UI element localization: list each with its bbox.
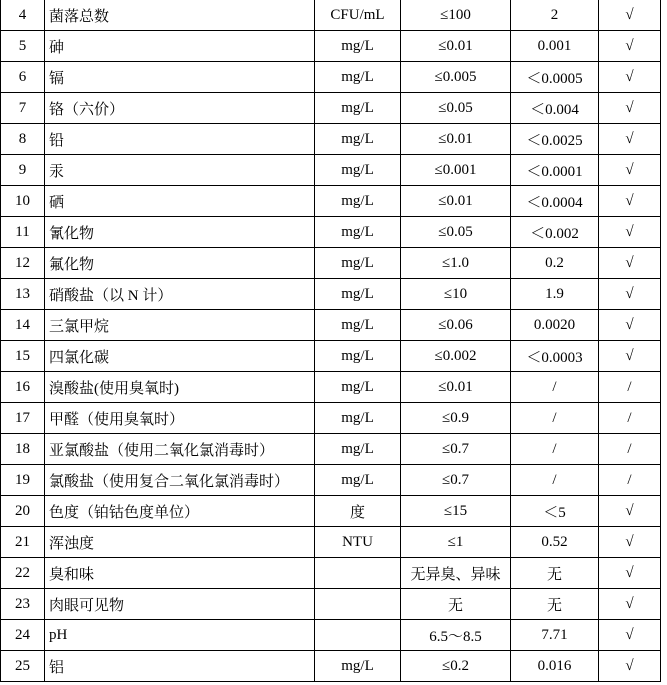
item-number-cell: 11 (1, 217, 45, 248)
limit-value-cell: ≤0.01 (401, 372, 511, 403)
table-row (1, 465, 661, 496)
judgement-cell: √ (599, 279, 661, 310)
test-result-cell: 0.001 (511, 31, 599, 62)
item-name-cell: 氟化物 (45, 248, 315, 279)
judgement-cell: √ (599, 124, 661, 155)
judgement-cell: √ (599, 558, 661, 589)
item-number-cell: 16 (1, 372, 45, 403)
item-name-cell: 浑浊度 (45, 527, 315, 558)
limit-value-cell: ≤0.7 (401, 465, 511, 496)
item-number-cell: 13 (1, 279, 45, 310)
item-number-cell: 9 (1, 155, 45, 186)
item-name-cell: 砷 (45, 31, 315, 62)
item-number-cell: 18 (1, 434, 45, 465)
limit-value-cell: ≤0.01 (401, 124, 511, 155)
test-result-cell: ＜0.0004 (511, 186, 599, 217)
item-name-cell: 铝 (45, 651, 315, 682)
table-row (1, 620, 661, 651)
limit-value-cell: ≤0.05 (401, 93, 511, 124)
judgement-cell: √ (599, 527, 661, 558)
unit-cell: CFU/mL (315, 0, 401, 31)
table-row (1, 403, 661, 434)
table-row (1, 0, 661, 31)
item-name-cell: 亚氯酸盐（使用二氧化氯消毒时） (45, 434, 315, 465)
unit-cell (315, 620, 401, 651)
judgement-cell: √ (599, 217, 661, 248)
item-number-cell: 17 (1, 403, 45, 434)
table-row (1, 341, 661, 372)
table-row (1, 496, 661, 527)
item-number-cell: 23 (1, 589, 45, 620)
item-name-cell: 甲醛（使用臭氧时） (45, 403, 315, 434)
limit-value-cell: ≤0.01 (401, 186, 511, 217)
limit-value-cell: ≤1.0 (401, 248, 511, 279)
judgement-cell: √ (599, 248, 661, 279)
judgement-cell: √ (599, 155, 661, 186)
limit-value-cell: ≤15 (401, 496, 511, 527)
test-result-cell: ＜0.002 (511, 217, 599, 248)
item-number-cell: 21 (1, 527, 45, 558)
test-result-cell: 无 (511, 589, 599, 620)
test-result-cell: ＜0.004 (511, 93, 599, 124)
test-result-cell: ＜0.0003 (511, 341, 599, 372)
judgement-cell: √ (599, 0, 661, 31)
table-row (1, 124, 661, 155)
test-result-cell: 0.52 (511, 527, 599, 558)
unit-cell (315, 558, 401, 589)
item-name-cell: 臭和味 (45, 558, 315, 589)
test-result-cell: 无 (511, 558, 599, 589)
unit-cell: mg/L (315, 155, 401, 186)
unit-cell: mg/L (315, 465, 401, 496)
limit-value-cell: 6.5～8.5 (401, 620, 511, 651)
test-result-cell: ＜0.0025 (511, 124, 599, 155)
unit-cell: mg/L (315, 403, 401, 434)
item-name-cell: 镉 (45, 62, 315, 93)
item-number-cell: 7 (1, 93, 45, 124)
limit-value-cell: ≤0.7 (401, 434, 511, 465)
table-row (1, 31, 661, 62)
item-number-cell: 5 (1, 31, 45, 62)
item-number-cell: 4 (1, 0, 45, 31)
unit-cell: mg/L (315, 248, 401, 279)
unit-cell: mg/L (315, 93, 401, 124)
test-result-cell: 0.016 (511, 651, 599, 682)
judgement-cell: √ (599, 651, 661, 682)
item-name-cell: 汞 (45, 155, 315, 186)
unit-cell (315, 589, 401, 620)
unit-cell: mg/L (315, 279, 401, 310)
item-name-cell: 硒 (45, 186, 315, 217)
limit-value-cell: ≤0.001 (401, 155, 511, 186)
judgement-cell: / (599, 434, 661, 465)
judgement-cell: / (599, 403, 661, 434)
test-result-cell: ＜0.0001 (511, 155, 599, 186)
table-row (1, 93, 661, 124)
limit-value-cell: ≤10 (401, 279, 511, 310)
item-name-cell: 铅 (45, 124, 315, 155)
item-number-cell: 25 (1, 651, 45, 682)
limit-value-cell: ≤0.9 (401, 403, 511, 434)
unit-cell: 度 (315, 496, 401, 527)
test-result-cell: 0.0020 (511, 310, 599, 341)
limit-value-cell: ≤0.002 (401, 341, 511, 372)
item-name-cell: 三氯甲烷 (45, 310, 315, 341)
limit-value-cell: ≤0.05 (401, 217, 511, 248)
test-result-cell: 1.9 (511, 279, 599, 310)
item-number-cell: 6 (1, 62, 45, 93)
table-row (1, 372, 661, 403)
item-number-cell: 10 (1, 186, 45, 217)
table-row (1, 651, 661, 682)
item-name-cell: 氯酸盐（使用复合二氧化氯消毒时） (45, 465, 315, 496)
item-name-cell: 菌落总数 (45, 0, 315, 31)
unit-cell: mg/L (315, 217, 401, 248)
limit-value-cell: ≤0.005 (401, 62, 511, 93)
item-number-cell: 19 (1, 465, 45, 496)
item-name-cell: 肉眼可见物 (45, 589, 315, 620)
table-row (1, 310, 661, 341)
item-number-cell: 15 (1, 341, 45, 372)
test-result-cell: / (511, 372, 599, 403)
test-result-cell: / (511, 434, 599, 465)
item-name-cell: 硝酸盐（以 N 计） (45, 279, 315, 310)
unit-cell: mg/L (315, 310, 401, 341)
table-row (1, 434, 661, 465)
unit-cell: mg/L (315, 62, 401, 93)
judgement-cell: √ (599, 310, 661, 341)
limit-value-cell: 无 (401, 589, 511, 620)
limit-value-cell: ≤0.2 (401, 651, 511, 682)
item-number-cell: 22 (1, 558, 45, 589)
test-result-cell: 0.2 (511, 248, 599, 279)
item-name-cell: 氰化物 (45, 217, 315, 248)
item-number-cell: 14 (1, 310, 45, 341)
judgement-cell: √ (599, 341, 661, 372)
table-row (1, 248, 661, 279)
item-name-cell: 溴酸盐(使用臭氧时) (45, 372, 315, 403)
test-result-cell: 7.71 (511, 620, 599, 651)
test-result-cell: ＜5 (511, 496, 599, 527)
unit-cell: mg/L (315, 124, 401, 155)
judgement-cell: / (599, 465, 661, 496)
limit-value-cell: ≤0.06 (401, 310, 511, 341)
judgement-cell: √ (599, 620, 661, 651)
limit-value-cell: ≤0.01 (401, 31, 511, 62)
test-result-cell: / (511, 403, 599, 434)
limit-value-cell: ≤1 (401, 527, 511, 558)
judgement-cell: / (599, 372, 661, 403)
table-row (1, 558, 661, 589)
table-row (1, 217, 661, 248)
judgement-cell: √ (599, 31, 661, 62)
unit-cell: mg/L (315, 186, 401, 217)
judgement-cell: √ (599, 589, 661, 620)
judgement-cell: √ (599, 93, 661, 124)
item-name-cell: 色度（铂钴色度单位） (45, 496, 315, 527)
item-name-cell: 铬（六价） (45, 93, 315, 124)
unit-cell: mg/L (315, 651, 401, 682)
table-row (1, 279, 661, 310)
unit-cell: mg/L (315, 372, 401, 403)
table-row (1, 186, 661, 217)
unit-cell: mg/L (315, 31, 401, 62)
table-row (1, 62, 661, 93)
test-result-cell: 2 (511, 0, 599, 31)
judgement-cell: √ (599, 62, 661, 93)
unit-cell: mg/L (315, 341, 401, 372)
item-name-cell: 四氯化碳 (45, 341, 315, 372)
test-result-cell: ＜0.0005 (511, 62, 599, 93)
judgement-cell: √ (599, 186, 661, 217)
table-row (1, 527, 661, 558)
judgement-cell: √ (599, 496, 661, 527)
test-result-cell: / (511, 465, 599, 496)
limit-value-cell: 无异臭、异味 (401, 558, 511, 589)
unit-cell: mg/L (315, 434, 401, 465)
item-name-cell: pH (45, 620, 315, 651)
item-number-cell: 20 (1, 496, 45, 527)
limit-value-cell: ≤100 (401, 0, 511, 31)
item-number-cell: 8 (1, 124, 45, 155)
unit-cell: NTU (315, 527, 401, 558)
table-row (1, 589, 661, 620)
table-body (1, 0, 661, 682)
table-row (1, 155, 661, 186)
item-number-cell: 24 (1, 620, 45, 651)
item-number-cell: 12 (1, 248, 45, 279)
